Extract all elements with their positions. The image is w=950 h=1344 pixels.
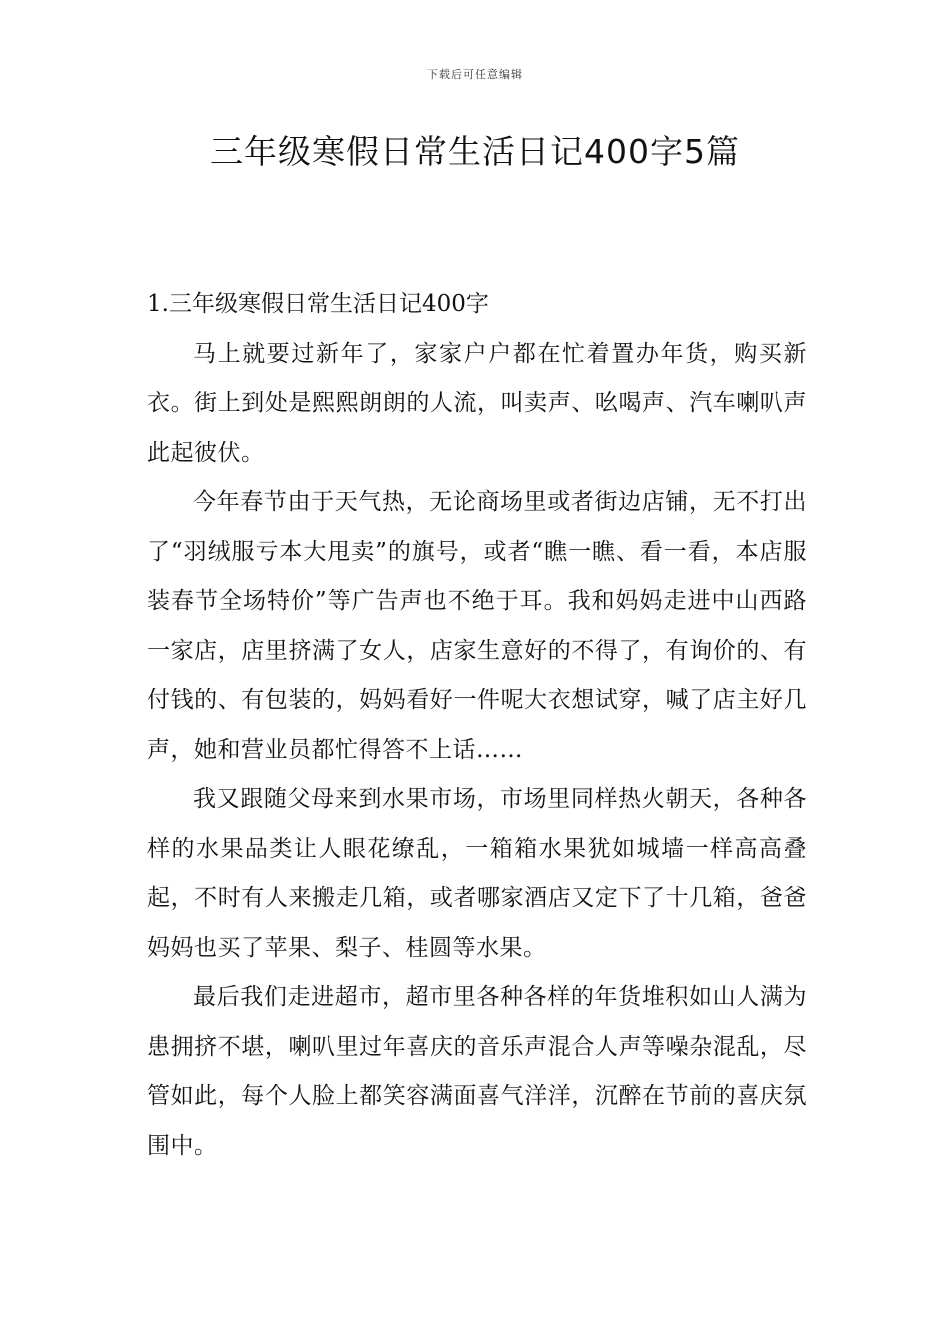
section-heading: 1.三年级寒假日常生活日记400字: [147, 291, 489, 317]
paragraph: 今年春节由于天气热，无论商场里或者街边店铺，无不打出了“羽绒服亏本大甩卖”的旗号，或者“瞧一瞧、看一看，本店服装春节全场特价”等广告声也不绝于耳。我和妈妈走进中山西路一家店，店里挤满了女人，店家生意好的不得了，有询价的、有付钱的、有包装的，妈妈看好一件呢大衣想试穿，喊了店主好几声，她和营业员都忙得答不上话……: [147, 489, 807, 763]
paragraph: 我又跟随父母来到水果市场，市场里同样热火朝天，各种各样的水果品类让人眼花缭乱，一箱箱水果犹如城墙一样高高叠起，不时有人来搬走几箱，或者哪家酒店又定下了十几箱，爸爸妈妈也买了苹果、梨子、桂圆等水果。: [147, 786, 807, 961]
document-body: [147, 280, 807, 1171]
paragraph: 马上就要过新年了，家家户户都在忙着置办年货，购买新衣。街上到处是熙熙朗朗的人流，叫卖声、吆喝声、汽车喇叭声此起彼伏。: [147, 340, 807, 466]
document-title: 三年级寒假日常生活日记400字5篇: [210, 132, 740, 171]
paragraph: 最后我们走进超市，超市里各种各样的年货堆积如山人满为患拥挤不堪，喇叭里过年喜庆的音乐声混合人声等噪杂混乱，尽管如此，每个人脸上都笑容满面喜气洋洋，沉醉在节前的喜庆氛围中。: [147, 984, 807, 1159]
header-note: 下载后可任意编辑: [427, 68, 523, 81]
